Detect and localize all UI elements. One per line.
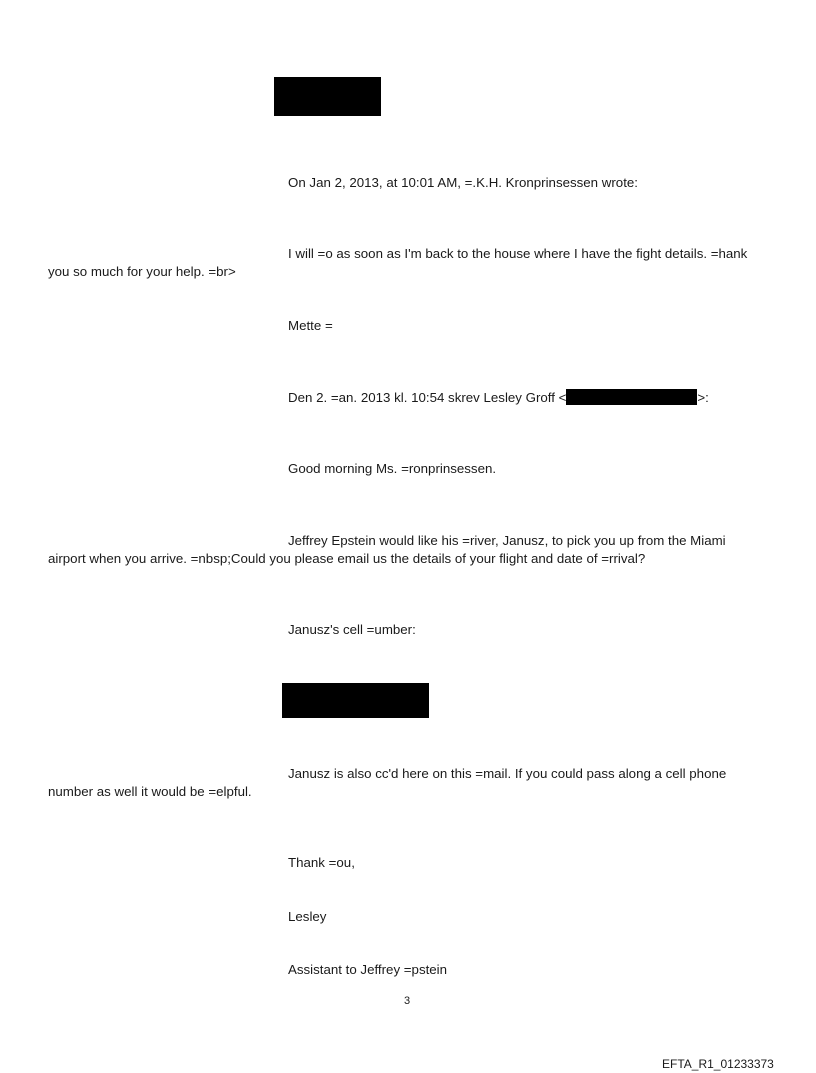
paragraph-2-line-2: number as well it would be =elpful. xyxy=(48,784,252,799)
page-number: 3 xyxy=(404,995,411,1007)
paragraph-2-line-1: Janusz is also cc'd here on this =mail. If you could pass along a cell phone xyxy=(288,766,727,781)
reply-line-1: I will =o as soon as I'm back to the house where I have the fight details. =hank xyxy=(288,246,748,261)
quoted-header-suffix: >: xyxy=(697,390,709,405)
paragraph-1-line-1: Jeffrey Epstein would like his =river, Janusz, to pick you up from the Miami xyxy=(288,533,726,548)
signature-title: Assistant to Jeffrey =pstein xyxy=(288,962,448,977)
redaction-block-phone xyxy=(282,683,429,718)
redacted-email-address xyxy=(566,389,697,405)
closing-thanks: Thank =ou, xyxy=(288,855,355,870)
reply-line-2: you so much for your help. =br> xyxy=(48,264,236,279)
quoted-header-line xyxy=(288,389,709,406)
document-id: EFTA_R1_01233373 xyxy=(662,1057,774,1071)
greeting: Good morning Ms. =ronprinsessen. xyxy=(288,461,497,476)
quoted-header-prefix: Den 2. =an. 2013 kl. 10:54 skrev Lesley Groff < xyxy=(288,390,567,405)
paragraph-1-line-2: airport when you arrive. =nbsp;Could you please email us the details of your flight and date of =rrival? xyxy=(48,551,646,566)
redaction-block-top xyxy=(274,77,381,116)
cell-number-label: Janusz's cell =umber: xyxy=(288,622,416,637)
signature-name: Lesley xyxy=(288,909,327,924)
email-header-line: On Jan 2, 2013, at 10:01 AM, =.K.H. Kronprinsessen wrote: xyxy=(288,175,638,190)
reply-signature: Mette = xyxy=(288,318,333,333)
